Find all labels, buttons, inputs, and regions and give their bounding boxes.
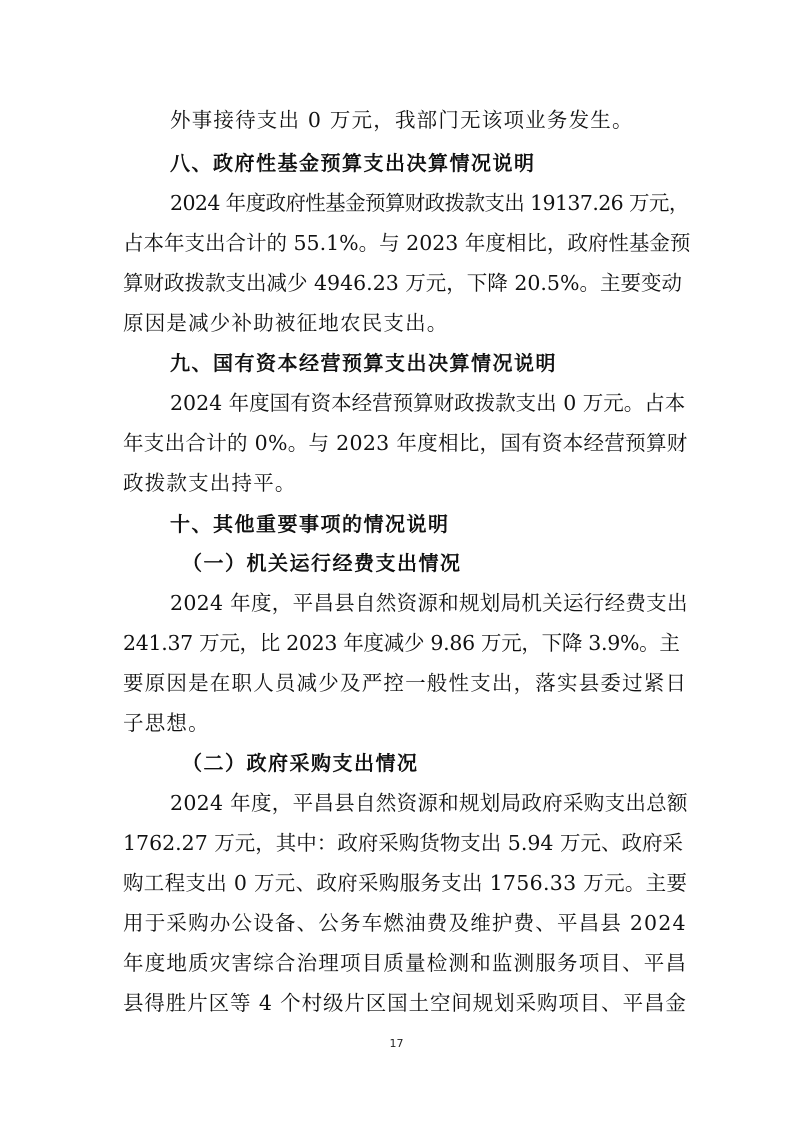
paragraph-line: 政拨款支出持平。 <box>123 471 297 495</box>
section-heading-9: 九、国有资本经营预算支出决算情况说明 <box>170 351 557 375</box>
paragraph-line: 外事接待支出 0 万元，我部门无该项业务发生。 <box>170 108 634 132</box>
subsection-heading-1: （一）机关运行经费支出情况 <box>182 551 462 575</box>
section-heading-10: 十、其他重要事项的情况说明 <box>170 512 450 536</box>
page-number: 17 <box>389 1037 404 1050</box>
paragraph-line: 241.37 万元，比 2023 年度减少 9.86 万元，下降 3.9%。主 <box>123 631 680 655</box>
paragraph-line: 年度地质灾害综合治理项目质量检测和监测服务项目、平昌 <box>123 951 688 975</box>
paragraph-line: 占本年支出合计的 55.1%。与 2023 年度相比，政府性基金预 <box>123 231 691 255</box>
paragraph-line: 县得胜片区等 4 个村级片区国土空间规划采购项目、平昌金 <box>123 991 687 1015</box>
paragraph-line: 购工程支出 0 万元、政府采购服务支出 1756.33 万元。主要 <box>123 871 688 895</box>
section-heading-8: 八、政府性基金预算支出决算情况说明 <box>170 151 536 175</box>
paragraph-line: 原因是减少补助被征地农民支出。 <box>123 311 449 335</box>
paragraph-line: 用于采购办公设备、公务车燃油费及维护费、平昌县 2024 <box>123 911 687 935</box>
subsection-heading-2: （二）政府采购支出情况 <box>182 751 419 775</box>
paragraph-line: 算财政拨款支出减少 4946.23 万元，下降 20.5%。主要变动 <box>123 271 682 295</box>
paragraph-line: 2024 年度国有资本经营预算财政拨款支出 0 万元。占本 <box>170 391 686 415</box>
paragraph-line: 子思想。 <box>123 711 210 735</box>
paragraph-line: 要原因是在职人员减少及严控一般性支出，落实县委过紧日 <box>123 671 688 695</box>
paragraph-line: 年支出合计的 0%。与 2023 年度相比，国有资本经营预算财 <box>123 431 688 455</box>
paragraph-line: 1762.27 万元，其中：政府采购货物支出 5.94 万元、政府采 <box>123 831 683 855</box>
paragraph-line: 2024 年度政府性基金预算财政拨款支出 19137.26 万元， <box>170 191 689 215</box>
paragraph-line: 2024 年度，平昌县自然资源和规划局政府采购支出总额 <box>170 791 688 815</box>
paragraph-line: 2024 年度，平昌县自然资源和规划局机关运行经费支出 <box>170 591 688 615</box>
